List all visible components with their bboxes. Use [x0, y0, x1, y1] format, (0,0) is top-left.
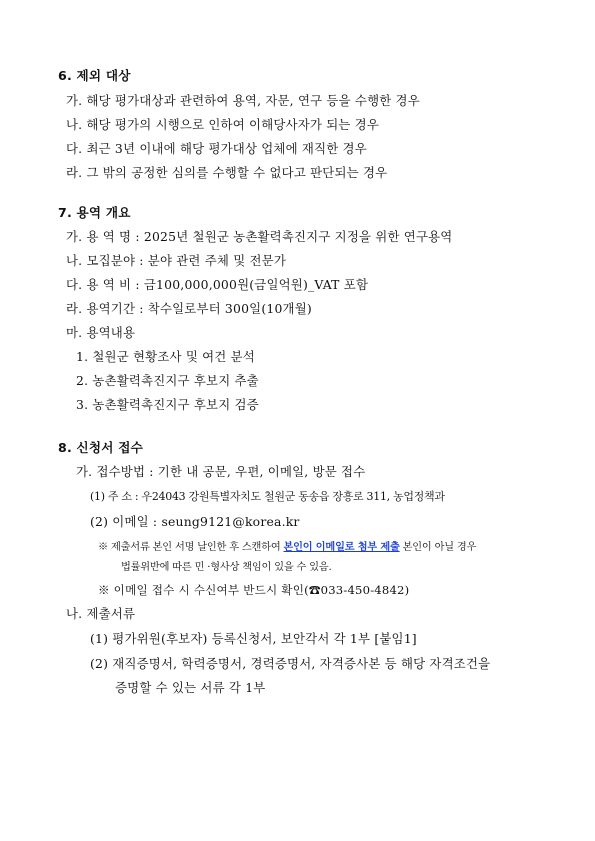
s8-doc-2-cont: 증명할 수 있는 서류 각 1부 — [115, 680, 266, 695]
s8-note-liability: 법률위반에 따른 민 ·형사상 책임이 있을 수 있음. — [121, 562, 332, 573]
s8-note-confirm: ※ 이메일 접수 시 수신여부 반드시 확인(☎033-450-4842) — [98, 583, 410, 597]
s8-method: 가. 접수방법 : 기한 내 공문, 우편, 이메일, 방문 접수 — [76, 464, 366, 479]
s8-email: (2) 이메일 : seung9121@korea.kr — [90, 514, 300, 529]
s7-sub-1: 1. 철원군 현황조사 및 여건 분석 — [76, 349, 255, 364]
s6-item-ga: 가. 해당 평가대상과 관련하여 용역, 자문, 연구 등을 수행한 경우 — [66, 93, 420, 108]
note-submission-post: 본인이 아닐 경우 — [399, 542, 477, 553]
s8-doc-2: (2) 재직증명서, 학력증명서, 경력증명서, 자격증사본 등 해당 자격조건을 — [90, 656, 491, 671]
s8-note-submission — [98, 539, 476, 556]
s7-sub-2: 2. 농촌활력촉진지구 후보지 추출 — [76, 373, 259, 388]
s7-item-cost: 다. 용 역 비 : 금100,000,000원(금일억원)_VAT 포함 — [66, 277, 369, 292]
s7-item-period: 라. 용역기간 : 착수일로부터 300일(10개월) — [66, 301, 312, 316]
s8-doc-1: (1) 평가위원(후보자) 등록신청서, 보안각서 각 1부 [붙임1] — [90, 631, 417, 646]
note-submission-link: 본인이 이메일로 첨부 제출 — [283, 541, 400, 553]
s8-address: (1) 주 소 : 우24043 강원특별자치도 철원군 동송읍 장흥로 311, 농업정책과 — [90, 490, 445, 503]
s8-docs-title: 나. 제출서류 — [66, 606, 136, 621]
s7-sub-3: 3. 농촌활력촉진지구 후보지 검증 — [76, 397, 259, 412]
section-7-title: 7. 용역 개요 — [58, 205, 131, 220]
section-8-title: 8. 신청서 접수 — [58, 440, 143, 455]
s7-item-name: 가. 용 역 명 : 2025년 철원군 농촌활력촉진지구 지정을 위한 연구용역 — [66, 229, 453, 244]
section-6-title: 6. 제외 대상 — [58, 68, 131, 83]
note-submission-pre: ※ 제출서류 본인 서명 날인한 후 스캔하여 — [98, 542, 284, 553]
s6-item-na: 나. 해당 평가의 시행으로 인하여 이해당사자가 되는 경우 — [66, 117, 380, 132]
s6-item-ra: 라. 그 밖의 공정한 심의를 수행할 수 없다고 판단되는 경우 — [66, 165, 388, 180]
s7-item-field: 나. 모집분야 : 분야 관련 주체 및 전문가 — [66, 253, 287, 268]
s7-item-content: 마. 용역내용 — [66, 325, 136, 340]
s6-item-da: 다. 최근 3년 이내에 해당 평가대상 업체에 재직한 경우 — [66, 141, 367, 156]
